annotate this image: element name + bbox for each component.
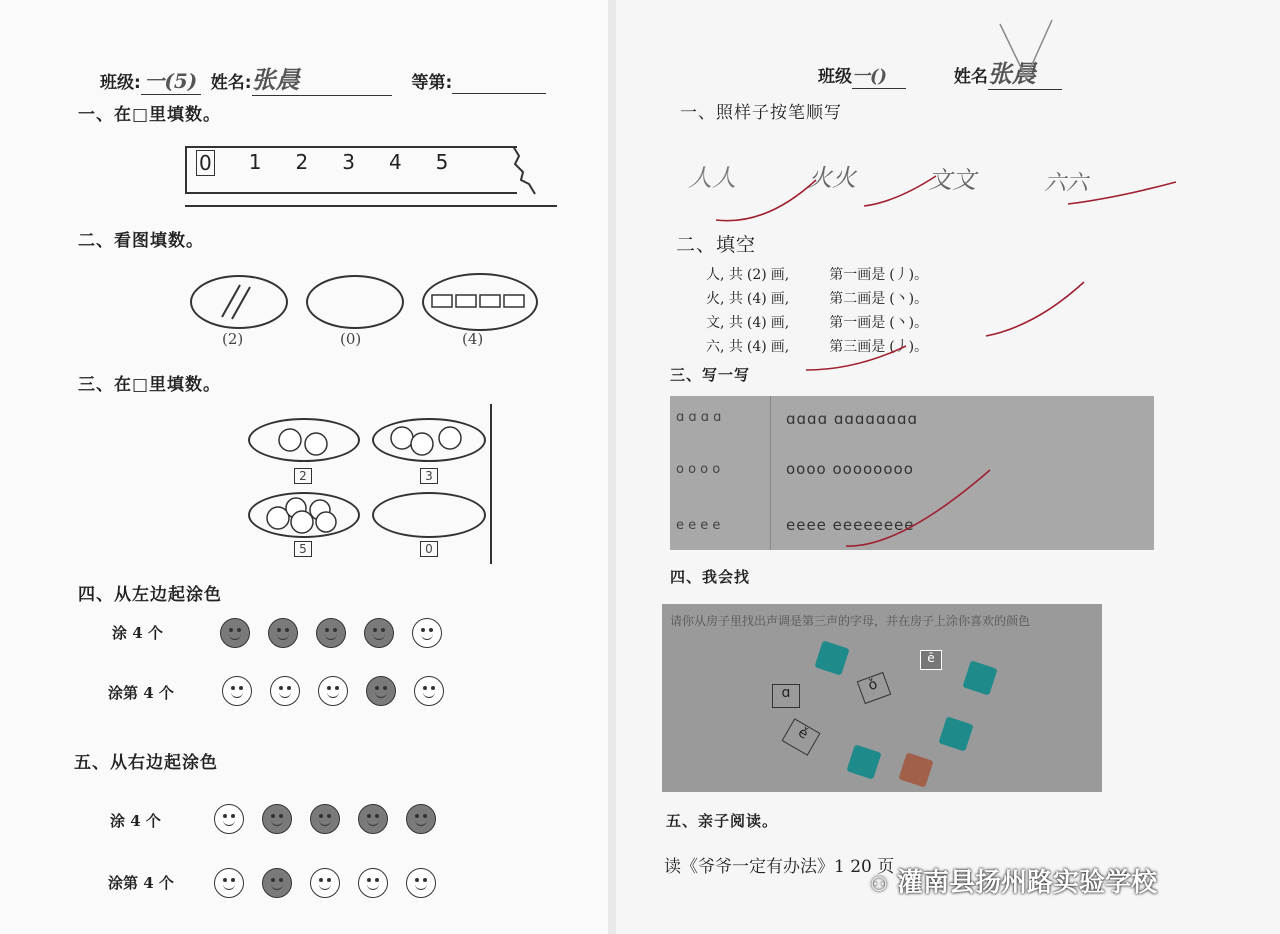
smiley-face — [310, 868, 340, 898]
class-label: 班级: — [100, 73, 141, 93]
section-title: 二、填空 — [676, 234, 757, 256]
ruler-number: 5 — [435, 150, 449, 174]
empty-oval — [306, 275, 404, 329]
fill-which: 第三画是 — [829, 339, 886, 355]
ruler-number: 3 — [342, 150, 355, 174]
ruler-number: 4 — [388, 150, 402, 174]
smiley-face — [358, 868, 388, 898]
answer-box: 0 — [420, 541, 438, 557]
section-title: 四、从左边起涂色 — [78, 585, 222, 605]
grade-label: 等第: — [411, 73, 453, 93]
class-label: 班级 — [818, 67, 852, 87]
reading-main: 读《爷爷一定有办法》1 — [664, 857, 845, 877]
letter-tile: ē — [920, 650, 942, 670]
section-title: 一、在□里填数。 — [78, 105, 222, 125]
oval-2-apples — [248, 418, 360, 462]
fill-which: 第一画是 — [829, 267, 886, 283]
ruler-numbers — [196, 150, 516, 176]
apples-icon — [250, 420, 358, 460]
writing-row: eeee eeeeeeee — [786, 516, 915, 534]
smiley-face — [270, 676, 300, 706]
ruler-number: 1 — [248, 150, 262, 174]
fill-unit: 画, — [770, 339, 790, 355]
smiley-face-filled — [262, 804, 292, 834]
section-title: 三、在□里填数。 — [78, 375, 222, 395]
name-label: 姓名 — [953, 67, 988, 87]
smiley-face — [214, 868, 244, 898]
left-header — [100, 60, 546, 96]
row-label: 涂 4 个 — [110, 812, 161, 830]
smiley-face-filled — [406, 804, 436, 834]
fill-unit: 画, — [770, 315, 790, 331]
right-worksheet — [616, 0, 1280, 934]
answer-caption: (4) — [462, 330, 484, 348]
fill-char: 火, 共 — [706, 291, 743, 307]
reading-tail: 20 页 — [850, 857, 895, 877]
left-worksheet — [0, 0, 608, 934]
section-title: 一、照样子按笔顺写 — [680, 103, 842, 123]
smiley-face-filled — [358, 804, 388, 834]
writing-row: oooo oooooooo — [786, 460, 914, 478]
teal-tile — [938, 716, 973, 751]
stroke-pair: 火火 — [808, 164, 856, 192]
fill-count: (4) — [746, 339, 767, 355]
smiley-face — [214, 804, 244, 834]
class-value: 一(5) — [141, 65, 201, 95]
watermark — [870, 862, 1157, 899]
divider-line — [490, 404, 492, 564]
name-value: 张晨 — [988, 54, 1062, 90]
fill-count: (4) — [746, 315, 767, 331]
smiley-face — [412, 618, 442, 648]
section-title: 二、看图填数。 — [78, 231, 204, 251]
teal-tile — [846, 744, 881, 779]
fill-count: (4) — [746, 291, 767, 307]
fill-char: 文, 共 — [706, 315, 743, 331]
section-title: 三、写一写 — [670, 366, 751, 384]
blocks-icon — [424, 275, 536, 329]
instruction-text: 请你从房子里找出声调是第三声的字母，并在房子上涂你喜欢的颜色 — [670, 614, 1031, 628]
row-label: 涂第 4 个 — [108, 874, 174, 892]
row-label: 涂第 4 个 — [108, 684, 174, 702]
fill-which: 第二画是 — [829, 291, 886, 307]
brown-tile — [898, 752, 933, 787]
smiley-face — [414, 676, 444, 706]
smiley-face-filled — [220, 618, 250, 648]
teal-tile — [814, 640, 849, 675]
smiley-face-filled — [310, 804, 340, 834]
smiley-face — [222, 676, 252, 706]
fill-char: 人, 共 — [706, 267, 743, 283]
smiley-face-filled — [262, 868, 292, 898]
check-mark-icon — [996, 18, 1056, 118]
letter-tile: ǒ — [857, 672, 892, 704]
teal-tile — [962, 660, 997, 695]
name-label: 姓名: — [210, 73, 252, 93]
reading-text — [664, 852, 894, 877]
section-title: 五、亲子阅读。 — [666, 812, 779, 830]
class-value: 一() — [852, 62, 906, 89]
answer-box: 3 — [420, 468, 438, 484]
apples-icon — [250, 494, 358, 536]
ruler-base — [185, 205, 557, 207]
fill-ans: (丶)。 — [889, 291, 929, 307]
wechat-icon: ⚇ — [870, 872, 888, 896]
empty-oval — [372, 492, 486, 538]
fill-unit: 画, — [770, 291, 790, 307]
stroke-pair: 文文 — [928, 166, 976, 194]
fill-char: 六, 共 — [706, 339, 743, 355]
smiley-face-filled — [364, 618, 394, 648]
writing-row: ɑɑɑɑ ɑɑɑɑɑɑɑɑ — [786, 410, 919, 428]
letter-tile: ě — [782, 718, 821, 756]
answer-box: 2 — [294, 468, 312, 484]
section-title: 五、从右边起涂色 — [74, 753, 218, 773]
apples-icon — [374, 420, 484, 460]
answer-caption: (0) — [340, 330, 362, 348]
row-label: 涂 4 个 — [112, 624, 163, 642]
name-value: 张晨 — [252, 60, 392, 96]
fill-ans: (丶)。 — [889, 315, 929, 331]
find-tones-picture — [662, 604, 1102, 792]
answer-caption: (2) — [222, 330, 244, 348]
stroke-pair: 人人 — [688, 164, 736, 192]
red-check-strokes — [796, 276, 1096, 376]
fill-ans: (丿)。 — [889, 339, 929, 355]
smiley-face-filled — [366, 676, 396, 706]
fill-unit: 画, — [770, 267, 790, 283]
oval-with-sticks — [190, 275, 288, 329]
red-check-strokes — [840, 456, 1000, 552]
smiley-face — [318, 676, 348, 706]
oval-5-apples — [248, 492, 360, 538]
letter-tile: ɑ — [772, 684, 800, 708]
red-check-strokes — [706, 160, 1186, 230]
section-title: 四、我会找 — [670, 568, 751, 586]
watermark-text: 灌南县扬州路实验学校 — [897, 868, 1158, 898]
answer-box: 5 — [294, 541, 312, 557]
smiley-face-filled — [268, 618, 298, 648]
ruler-number-boxed: 0 — [196, 150, 215, 176]
smiley-face-filled — [316, 618, 346, 648]
oval-with-blocks — [422, 273, 538, 331]
sticks-icon — [192, 277, 286, 327]
fill-count: (2) — [746, 267, 767, 283]
ruler-number: 2 — [295, 150, 309, 174]
stroke-pair: 六六 — [1044, 171, 1089, 196]
fill-ans: (丿)。 — [889, 267, 929, 283]
writing-grid: ɑɑɑɑ ɑɑɑɑɑɑɑɑ ɑ ɑ ɑ ɑ oooo oooooooo o o o o eeee eeeeeeee e e e e — [670, 396, 1154, 550]
smiley-face — [406, 868, 436, 898]
fill-which: 第一画是 — [829, 315, 886, 331]
oval-3-apples — [372, 418, 486, 462]
